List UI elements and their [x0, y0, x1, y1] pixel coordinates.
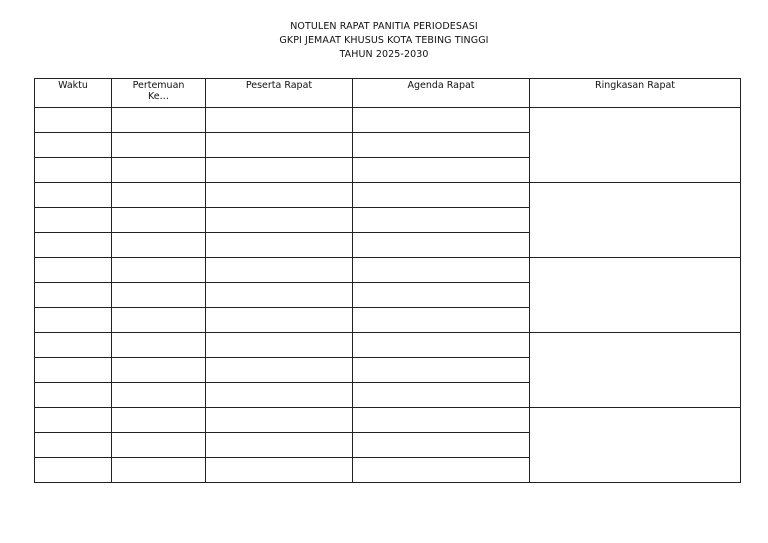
header-agenda: Agenda Rapat [353, 79, 530, 108]
cell-waktu [35, 408, 112, 433]
cell-agenda [353, 283, 530, 308]
cell-peserta [206, 458, 353, 483]
cell-waktu [35, 358, 112, 383]
cell-agenda [353, 308, 530, 333]
cell-pertemuan [112, 408, 206, 433]
cell-pertemuan [112, 383, 206, 408]
cell-waktu [35, 258, 112, 283]
title-line-2: GKPI JEMAAT KHUSUS KOTA TEBING TINGGI [279, 35, 489, 46]
cell-waktu [35, 433, 112, 458]
cell-agenda [353, 183, 530, 208]
cell-pertemuan [112, 133, 206, 158]
table-header-row [35, 79, 741, 108]
cell-pertemuan [112, 233, 206, 258]
cell-peserta [206, 433, 353, 458]
cell-waktu [35, 308, 112, 333]
cell-waktu [35, 458, 112, 483]
cell-waktu [35, 108, 112, 133]
table-row [35, 108, 741, 133]
cell-pertemuan [112, 208, 206, 233]
cell-peserta [206, 108, 353, 133]
cell-agenda [353, 108, 530, 133]
cell-peserta [206, 133, 353, 158]
cell-agenda [353, 358, 530, 383]
cell-agenda [353, 408, 530, 433]
cell-waktu [35, 133, 112, 158]
table-row [35, 333, 741, 358]
header-ringkasan: Ringkasan Rapat [530, 79, 741, 108]
cell-waktu [35, 208, 112, 233]
cell-agenda [353, 258, 530, 283]
cell-peserta [206, 408, 353, 433]
cell-peserta [206, 158, 353, 183]
cell-agenda [353, 458, 530, 483]
cell-waktu [35, 233, 112, 258]
cell-pertemuan [112, 358, 206, 383]
header-pertemuan [112, 79, 206, 108]
title-line-1: NOTULEN RAPAT PANITIA PERIODESASI [290, 21, 478, 32]
cell-peserta [206, 183, 353, 208]
cell-waktu [35, 283, 112, 308]
cell-agenda [353, 233, 530, 258]
cell-pertemuan [112, 308, 206, 333]
cell-pertemuan [112, 283, 206, 308]
cell-waktu [35, 183, 112, 208]
table-row [35, 183, 741, 208]
cell-waktu [35, 158, 112, 183]
cell-peserta [206, 333, 353, 358]
header-pertemuan-line2: Ke… [147, 91, 170, 102]
cell-ringkasan [530, 258, 741, 333]
cell-pertemuan [112, 108, 206, 133]
cell-peserta [206, 258, 353, 283]
table-row [35, 258, 741, 283]
cell-agenda [353, 158, 530, 183]
cell-agenda [353, 383, 530, 408]
cell-ringkasan [530, 108, 741, 183]
title-line-3: TAHUN 2025-2030 [339, 49, 429, 60]
cell-agenda [353, 208, 530, 233]
document-title [0, 20, 768, 62]
cell-ringkasan [530, 408, 741, 483]
header-waktu: Waktu [35, 79, 112, 108]
cell-ringkasan [530, 183, 741, 258]
header-peserta: Peserta Rapat [206, 79, 353, 108]
cell-pertemuan [112, 433, 206, 458]
cell-peserta [206, 308, 353, 333]
cell-peserta [206, 383, 353, 408]
cell-peserta [206, 233, 353, 258]
cell-ringkasan [530, 333, 741, 408]
cell-pertemuan [112, 458, 206, 483]
table-body [35, 108, 741, 483]
cell-waktu [35, 383, 112, 408]
table-row [35, 408, 741, 433]
cell-pertemuan [112, 183, 206, 208]
header-pertemuan-line1: Pertemuan [132, 80, 185, 91]
cell-peserta [206, 208, 353, 233]
cell-waktu [35, 333, 112, 358]
cell-peserta [206, 283, 353, 308]
cell-agenda [353, 133, 530, 158]
cell-pertemuan [112, 258, 206, 283]
cell-peserta [206, 358, 353, 383]
cell-pertemuan [112, 333, 206, 358]
minutes-table [34, 78, 741, 483]
cell-agenda [353, 333, 530, 358]
cell-pertemuan [112, 158, 206, 183]
cell-agenda [353, 433, 530, 458]
